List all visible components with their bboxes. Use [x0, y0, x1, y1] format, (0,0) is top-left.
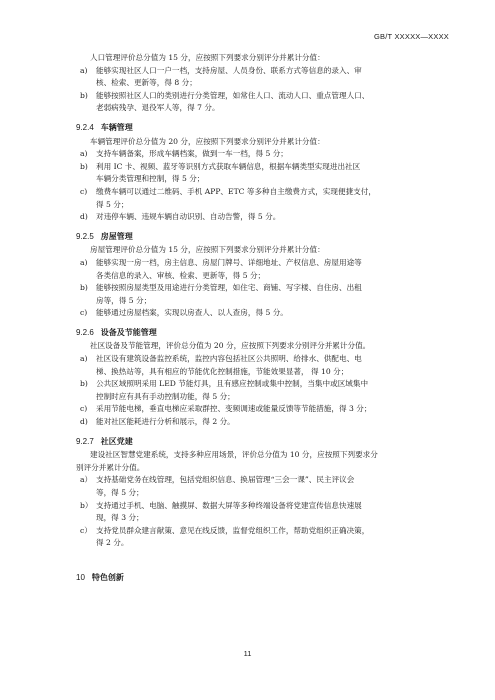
list-text: 能够实现一房一档，房主信息、房屋门牌号、详细地址、产权信息、房屋用途等 [96, 257, 362, 267]
list-text: 采用节能电梯，垂直电梯应采取群控、变频调速或能量反馈等节能措施，得 3 分； [96, 404, 372, 414]
list-item [76, 474, 442, 499]
list-marker: a) [80, 354, 88, 364]
paragraph: 房屋管理评价总分值为 15 分，应按照下列要求分别评分并累计分值： [90, 245, 325, 255]
list-marker: d) [80, 417, 88, 427]
list-text: 支持基础党务在线管理，包括党组织信息、换届管理“三会一课”、民主评议会 [96, 475, 355, 485]
list-text: 等，得 5 分； [96, 488, 144, 497]
subsection-number: 9.2.6 [76, 327, 94, 337]
list-marker: c） [80, 525, 92, 535]
subsection-heading [76, 436, 442, 449]
list-text: 能够实现社区人口一户一档，支持房屋、人员身份、联系方式等信息的录入、审 [96, 65, 362, 75]
subsection-heading [76, 327, 442, 340]
list-text: 车辆分类管理和控制，得 5 分； [96, 174, 205, 184]
list-marker: b) [80, 90, 88, 100]
list-text: 支持通过手机、电脑、触摸屏、数据大屏等多种终端设备将党建宣传信息快速展 [96, 500, 362, 510]
section-number: 10 [76, 572, 85, 582]
list-marker: a) [80, 65, 88, 75]
list-item [76, 403, 442, 416]
list-text: 得 2 分。 [96, 538, 129, 548]
list-text: 利用 IC 卡、视频、蓝牙等识别方式获取车辆信息，根据车辆类型实现进出社区 [96, 161, 361, 171]
subsection-number: 9.2.5 [76, 231, 94, 241]
paragraph: 社区设备及节能管理，评价总分值为 20 分，应按照下列要求分别评分并累计分值。 [90, 341, 371, 351]
page-number: 11 [243, 649, 252, 658]
list-item [76, 65, 442, 90]
vehicle-management-block [76, 122, 442, 224]
list-text: 能够按照社区人口的类别进行分类管理，如常住人口、流动人口、重点管理人口、 [96, 90, 370, 100]
subsection-heading [76, 122, 442, 135]
list-item [76, 161, 442, 186]
list-item [76, 148, 442, 161]
list-marker: d) [80, 212, 88, 222]
subsection-number: 9.2.4 [76, 122, 94, 132]
list-marker: c) [80, 404, 88, 414]
list-text: 老弱病残孕、退役军人等，得 7 分。 [96, 103, 220, 113]
list-item [76, 525, 442, 550]
list-item [76, 378, 442, 403]
list-text: 能够通过房屋档案，实现以房查人、以人查房，得 5 分。 [96, 308, 288, 318]
subsection-number: 9.2.7 [76, 436, 94, 446]
list-text: 现，得 3 分； [96, 513, 144, 523]
list-text: 支持党员群众建言献策、意见在线反馈，监督党组织工作，帮助党组织正确决策， [96, 525, 370, 535]
list-item [76, 416, 442, 429]
paragraph: 车辆管理评价总分值为 20 分，应按照下列要求分别评分并累计分值： [90, 136, 325, 146]
list-text: 核、检索、更新等，得 8 分； [96, 78, 197, 88]
list-text: 对违停车辆、违规车辆自动识别、自动告警，得 5 分。 [96, 212, 281, 222]
subsection-title: 设备及节能管理 [100, 327, 157, 337]
subsection-heading [76, 231, 442, 244]
housing-management-block [76, 231, 442, 320]
paragraph: 人口管理评价总分值为 15 分，应按照下列要求分别评分并累计分值： [90, 53, 325, 62]
paragraph: 建设社区智慧党建系统，支持多种应用场景，评价总分值为 10 分，应按照下列要求分 [90, 450, 378, 460]
list-text: 各类信息的录入、审核、检索、更新等，得 5 分； [96, 270, 266, 280]
list-text: 能够按照房屋类型及用途进行分类管理，如住宅、商铺、写字楼、自住房、出租 [96, 283, 362, 293]
list-text: 缴费车辆可以通过二维码、手机 APP、ETC 等多种自主缴费方式，实现便捷支付， [96, 186, 376, 196]
list-text: 房等，得 5 分； [96, 295, 152, 305]
list-marker: a) [80, 257, 88, 267]
list-item [76, 186, 442, 211]
subsection-title: 房屋管理 [100, 231, 133, 241]
list-text: 梯、换热站等，具有相应的节能优化控制措施，节能效果显著， 得 10 分； [96, 366, 349, 376]
list-text: 公共区域照明采用 LED 节能灯具，且有感应控制或集中控制，当集中或区域集中 [96, 379, 369, 389]
section-title: 特色创新 [91, 572, 124, 582]
paragraph: 别评分并累计分值。 [76, 462, 145, 472]
list-text: 控制时应有具有手动控制功能，得 5 分； [96, 391, 235, 401]
list-item [76, 257, 442, 282]
list-item [76, 282, 442, 307]
list-marker: a） [80, 475, 93, 485]
list-text: 支持车辆备案，形成车辆档案，做到一车一档，得 5 分； [96, 149, 288, 159]
list-marker: c) [80, 186, 88, 196]
list-marker: a) [80, 149, 88, 159]
subsection-title: 社区党建 [100, 436, 133, 446]
list-text: 社区设有建筑设备监控系统，监控内容包括社区公共照明、给排水、供配电、电 [96, 354, 362, 364]
list-item [76, 90, 442, 115]
list-marker: b) [80, 161, 88, 171]
list-item [76, 500, 442, 525]
list-marker: b) [80, 379, 88, 389]
list-text: 得 5 分； [96, 199, 129, 209]
list-marker: b） [80, 500, 93, 510]
subsection-title: 车辆管理 [100, 122, 133, 132]
list-item [76, 353, 442, 378]
equipment-energy-block [76, 327, 442, 429]
population-management-block [76, 52, 442, 115]
list-text: 能对社区能耗进行分析和展示，得 2 分。 [96, 417, 235, 427]
section-heading [76, 572, 442, 585]
document-body [76, 52, 442, 586]
list-item [76, 211, 442, 224]
list-marker: c) [80, 308, 88, 318]
list-item [76, 307, 442, 320]
document-code: GB/T XXXXX—XXXX [374, 32, 449, 41]
party-building-block [76, 436, 442, 550]
list-marker: b) [80, 283, 88, 293]
